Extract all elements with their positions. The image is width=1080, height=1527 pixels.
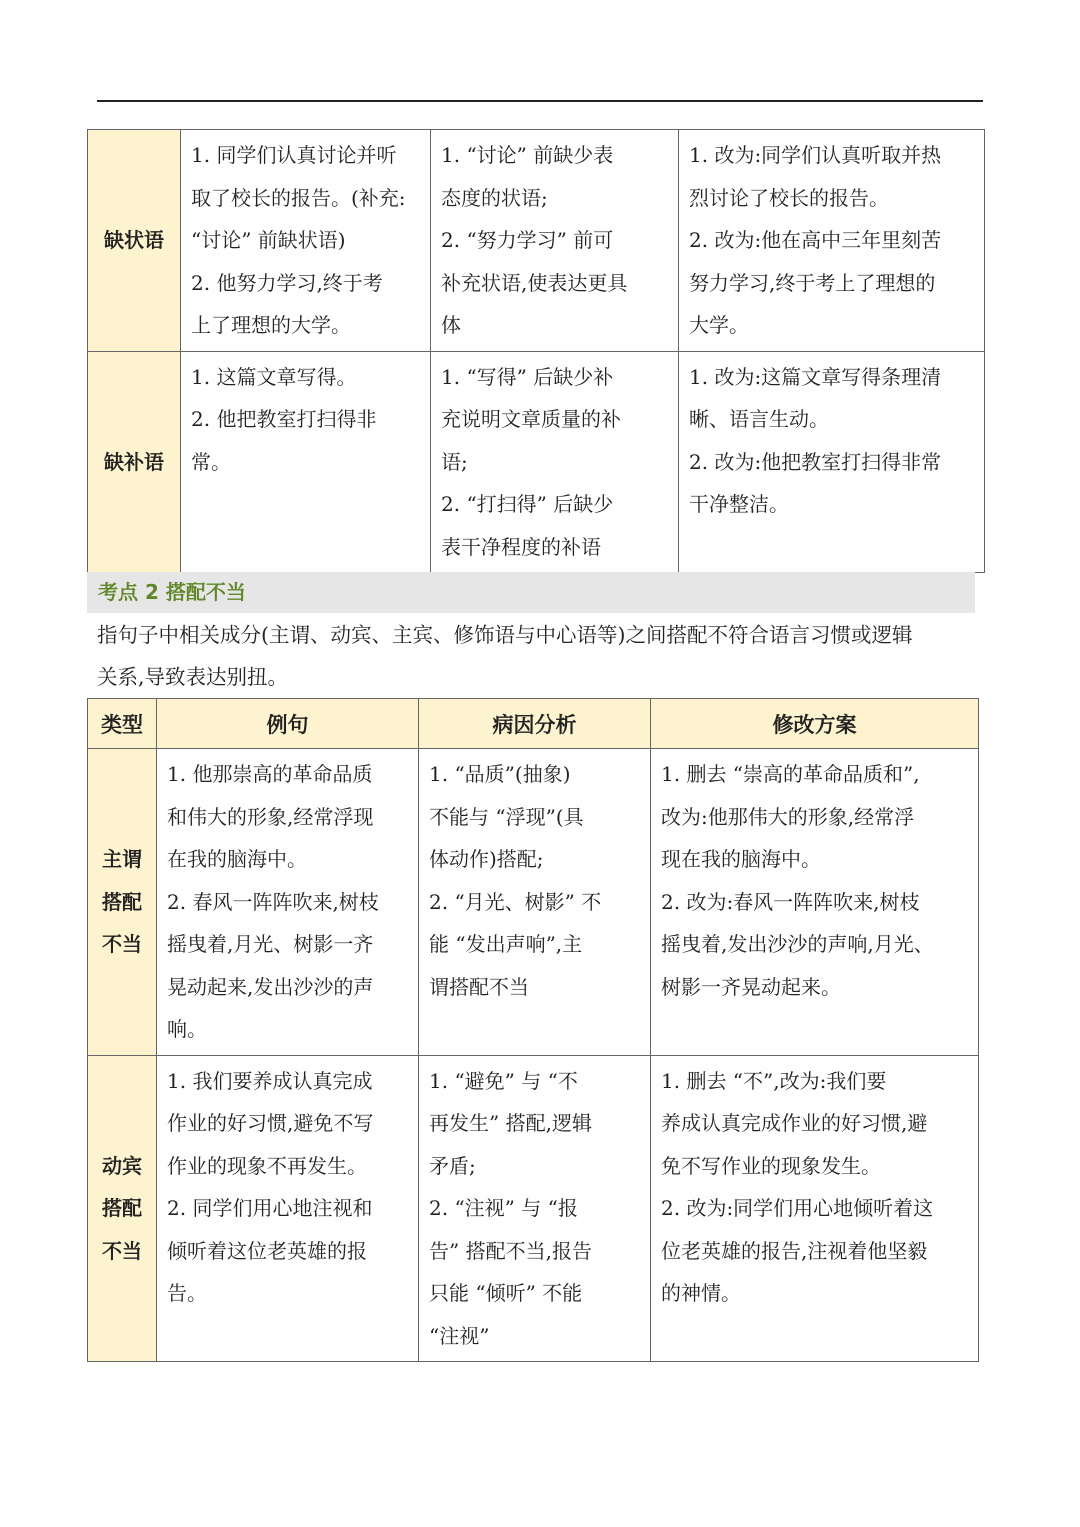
section-description	[97, 614, 987, 698]
example-cell	[157, 749, 419, 1056]
text-line: 响。	[167, 1017, 207, 1041]
text-line: 改为:他那伟大的形象,经常浮	[661, 804, 915, 829]
text-line: 2. 改为:他在高中三年里刻苦	[689, 228, 942, 252]
text-line: 谓搭配不当	[429, 974, 529, 999]
text-line: 再发生” 搭配,逻辑	[429, 1111, 592, 1135]
text-line: 告” 搭配不当,报告	[429, 1238, 592, 1263]
text-line: 1. “讨论” 前缺少表	[441, 143, 614, 167]
table-row	[88, 749, 979, 1056]
text-line: 免不写作业的现象发生。	[661, 1153, 881, 1178]
text-line: 语;	[441, 449, 468, 474]
text-line: 1. 我们要养成认真完成	[167, 1068, 373, 1093]
text-line: 的神情。	[661, 1281, 741, 1305]
text-line: 态度的状语;	[441, 185, 548, 210]
text-line: 1. “避免” 与 “不	[429, 1068, 578, 1093]
text-line: 现在我的脑海中。	[661, 847, 821, 871]
text-line: 和伟大的形象,经常浮现	[167, 804, 374, 829]
text-line: 表干净程度的补语	[441, 534, 601, 559]
text-line: 2. 同学们用心地注视和	[167, 1196, 373, 1220]
text-line: 关系,导致表达别扭。	[97, 665, 289, 689]
text-line: 体动作)搭配;	[429, 847, 544, 871]
text-line: 1. 这篇文章写得。	[191, 364, 357, 389]
analysis-cell	[419, 749, 651, 1056]
text-line: 2. “月光、树影” 不	[429, 889, 602, 914]
text-line: 充说明文章质量的补	[441, 407, 621, 431]
text-line: 动宾	[102, 1153, 142, 1178]
text-line: 2. 春风一阵阵吹来,树枝	[167, 889, 379, 914]
text-line: 搭配	[102, 889, 142, 914]
text-line: 作业的现象不再发生。	[167, 1153, 367, 1178]
text-line: 不当	[102, 932, 142, 956]
text-line: 养成认真完成作业的好习惯,避	[661, 1111, 928, 1135]
column-header: 例句	[157, 699, 419, 749]
text-line: 1. 删去 “崇高的革命品质和”,	[661, 762, 920, 786]
text-line: 取了校长的报告。(补充:	[191, 185, 406, 210]
text-line: 树影一齐晃动起来。	[661, 974, 841, 999]
text-line: 位老英雄的报告,注视着他坚毅	[661, 1238, 928, 1263]
analysis-cell	[431, 130, 679, 352]
text-line: 体	[441, 313, 461, 337]
text-line: 能 “发出声响”,主	[429, 932, 583, 956]
text-line: 1. 删去 “不”,改为:我们要	[661, 1068, 887, 1093]
text-line: 矛盾;	[429, 1153, 476, 1178]
type-cell	[88, 1055, 157, 1362]
fix-cell	[679, 130, 985, 352]
text-line: 上了理想的大学。	[191, 313, 351, 337]
analysis-cell	[419, 1055, 651, 1362]
column-header: 类型	[88, 699, 157, 749]
text-line: 2. 改为:他把教室打扫得非常	[689, 449, 942, 474]
text-line: 倾听着这位老英雄的报	[167, 1238, 367, 1263]
text-line: 努力学习,终于考上了理想的	[689, 270, 936, 295]
table-row	[88, 351, 985, 573]
example-cell	[181, 130, 431, 352]
text-line: 2. “注视” 与 “报	[429, 1196, 578, 1220]
text-line: 2. 改为:同学们用心地倾听着这	[661, 1196, 934, 1220]
text-line: “讨论” 前缺状语)	[191, 228, 346, 252]
type-cell: 缺补语	[88, 351, 181, 573]
text-line: 2. “打扫得” 后缺少	[441, 492, 614, 516]
text-line: 在我的脑海中。	[167, 847, 307, 871]
text-line: 晃动起来,发出沙沙的声	[167, 974, 374, 999]
fix-cell	[651, 749, 979, 1056]
text-line: 2. 他把教室打扫得非	[191, 407, 377, 431]
text-line: 1. 改为:这篇文章写得条理清	[689, 364, 942, 389]
text-line: 干净整洁。	[689, 492, 789, 516]
text-line: 1. 同学们认真讨论并听	[191, 143, 397, 167]
type-cell	[88, 749, 157, 1056]
column-header: 病因分析	[419, 699, 651, 749]
table-row	[88, 130, 985, 352]
table-row	[88, 1055, 979, 1362]
text-line: 1. 他那崇高的革命品质	[167, 762, 373, 786]
text-line: 2. “努力学习” 前可	[441, 228, 614, 252]
grammar-table-missing-components	[87, 129, 985, 573]
fix-cell	[679, 351, 985, 573]
text-line: 指句子中相关成分(主谓、动宾、主宾、修饰语与中心语等)之间搭配不符合语言习惯或逻辑	[97, 623, 913, 647]
analysis-cell	[431, 351, 679, 573]
text-line: 告。	[167, 1281, 207, 1305]
text-line: 1. “写得” 后缺少补	[441, 364, 614, 389]
text-line: 烈讨论了校长的报告。	[689, 185, 889, 210]
text-line: 大学。	[689, 313, 749, 337]
text-line: 常。	[191, 449, 231, 474]
text-line: 不能与 “浮现”(具	[429, 804, 584, 829]
text-line: 摇曳着,月光、树影一齐	[167, 932, 374, 956]
table-header-row	[88, 699, 979, 749]
text-line: 摇曳着,发出沙沙的声响,月光、	[661, 932, 934, 956]
type-cell: 缺状语	[88, 130, 181, 352]
text-line: 不当	[102, 1238, 142, 1263]
text-line: 只能 “倾听” 不能	[429, 1281, 583, 1305]
example-cell	[181, 351, 431, 573]
text-line: 2. 他努力学习,终于考	[191, 270, 383, 295]
text-line: “注视”	[429, 1323, 490, 1348]
text-line: 补充状语,使表达更具	[441, 270, 628, 295]
text-line: 2. 改为:春风一阵阵吹来,树枝	[661, 889, 920, 914]
text-line: 主谓	[102, 847, 142, 871]
grammar-table-collocation	[87, 698, 979, 1362]
column-header: 修改方案	[651, 699, 979, 749]
text-line: 1. “品质”(抽象)	[429, 762, 571, 786]
example-cell	[157, 1055, 419, 1362]
text-line: 搭配	[102, 1196, 142, 1220]
text-line: 作业的好习惯,避免不写	[167, 1111, 374, 1135]
section-heading: 考点 2 搭配不当	[87, 572, 975, 613]
fix-cell	[651, 1055, 979, 1362]
text-line: 1. 改为:同学们认真听取并热	[689, 143, 942, 167]
text-line: 晰、语言生动。	[689, 407, 829, 431]
header-rule	[97, 100, 983, 102]
